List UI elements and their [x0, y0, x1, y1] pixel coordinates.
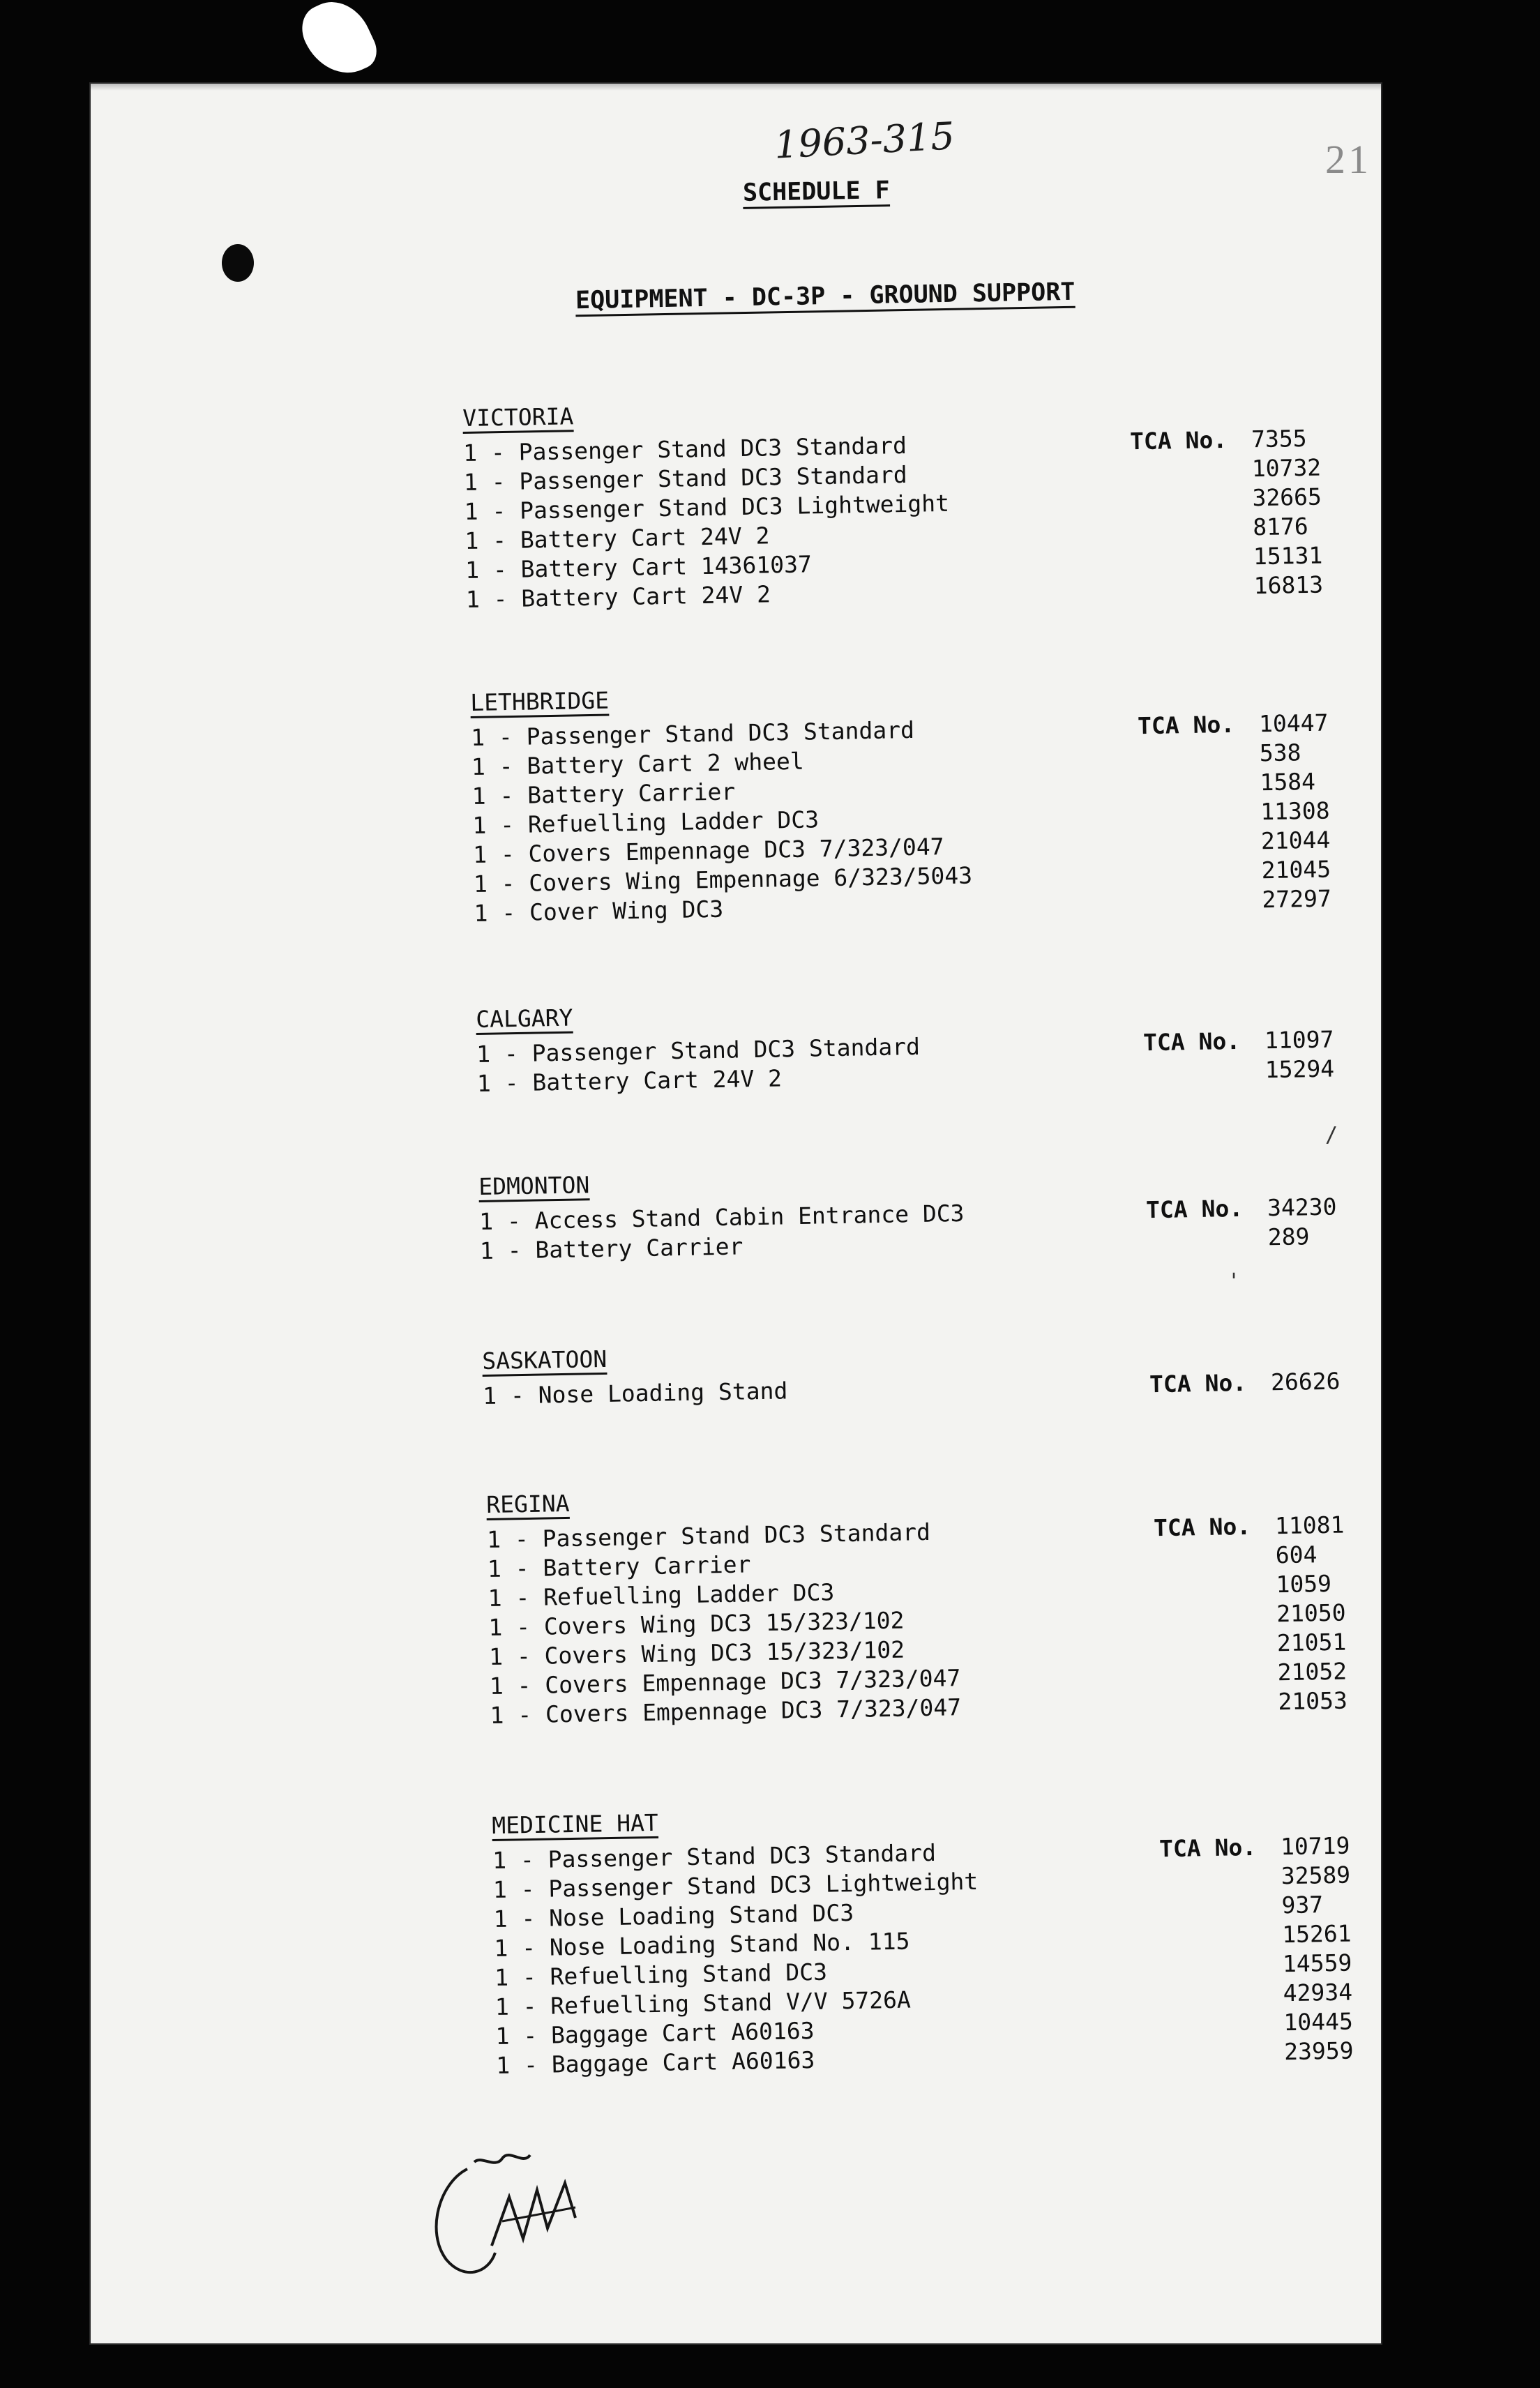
tca-label: TCA No.: [1142, 1027, 1241, 1057]
tca-label: TCA No.: [1153, 1512, 1251, 1542]
tca-number: 21052: [1277, 1657, 1348, 1686]
equipment-description: 1 - Refuelling Stand V/V 5726A: [495, 1986, 912, 2020]
tca-number: 21053: [1278, 1686, 1348, 1716]
tca-number: 42934: [1283, 1978, 1353, 2007]
tca-number: 15131: [1253, 541, 1323, 570]
tca-number: 27297: [1262, 884, 1332, 914]
tca-number: 15294: [1265, 1055, 1335, 1084]
equipment-description: 1 - Battery Carrier: [487, 1550, 751, 1582]
section-regina: [486, 1476, 1369, 1731]
section-calgary: [476, 990, 1356, 1099]
section-edmonton: [478, 1158, 1359, 1267]
film-scratch: [294, 0, 383, 86]
equipment-description: 1 - Passenger Stand DC3 Standard: [492, 1838, 937, 1874]
section-victoria: [462, 389, 1345, 615]
page-number: 21: [1325, 137, 1371, 182]
equipment-description: 1 - Passenger Stand DC3 Standard: [463, 460, 907, 496]
equipment-description: 1 - Covers Wing Empennage 6/323/5043: [473, 861, 973, 898]
equipment-description: 1 - Covers Wing DC3 15/323/102: [488, 1606, 905, 1641]
tca-number: 11097: [1264, 1025, 1334, 1055]
tca-number: 10719: [1280, 1831, 1350, 1861]
tca-number: 26626: [1270, 1367, 1341, 1396]
schedule-title: SCHEDULE F: [742, 176, 891, 207]
tca-number: 10732: [1251, 453, 1322, 483]
equipment-description: 1 - Covers Wing DC3 15/323/102: [488, 1635, 905, 1670]
section-heading-regina: REGINA: [486, 1489, 570, 1518]
section-heading-victoria: VICTORIA: [462, 402, 574, 432]
tca-number: 15261: [1281, 1919, 1352, 1949]
equipment-description: 1 - Covers Empennage DC3 7/323/047: [490, 1693, 962, 1729]
equipment-description: 1 - Baggage Cart A60163: [496, 2046, 815, 2079]
tca-number: 11081: [1274, 1511, 1345, 1540]
tca-number: 21045: [1261, 855, 1331, 884]
section-heading-medicine-hat: MEDICINE HAT: [492, 1808, 659, 1839]
stray-mark: ': [1228, 1269, 1241, 1294]
punch-hole: [222, 244, 254, 282]
equipment-description: 1 - Nose Loading Stand DC3: [493, 1898, 854, 1933]
equipment-description: 1 - Battery Cart 24V 2: [476, 1064, 783, 1097]
equipment-description: 1 - Baggage Cart A60163: [495, 2016, 815, 2050]
tca-number: 32589: [1281, 1861, 1351, 1890]
tca-number: 16813: [1253, 570, 1324, 600]
tca-label: TCA No.: [1145, 1194, 1244, 1224]
tca-number: 11308: [1260, 796, 1330, 826]
tca-number: 14559: [1282, 1949, 1352, 1978]
stray-mark: /: [1325, 1123, 1338, 1147]
handwritten-signature: [425, 2141, 607, 2295]
tca-number: 34230: [1267, 1193, 1337, 1222]
section-medicine-hat: [492, 1797, 1375, 2081]
equipment-description: 1 - Cover Wing DC3: [474, 895, 724, 927]
tca-number: 1059: [1276, 1569, 1332, 1599]
equipment-description: 1 - Passenger Stand DC3 Standard: [462, 431, 907, 467]
equipment-description: 1 - Passenger Stand DC3 Standard: [476, 1032, 921, 1068]
tca-label: TCA No.: [1129, 425, 1228, 455]
equipment-description: 1 - Battery Cart 2 wheel: [471, 747, 805, 780]
section-lethbridge: [470, 674, 1353, 929]
equipment-description: 1 - Refuelling Stand DC3: [494, 1958, 828, 1991]
tca-number: 538: [1259, 739, 1301, 767]
equipment-description: 1 - Battery Carrier: [471, 778, 736, 810]
equipment-description: 1 - Access Stand Cabin Entrance DC3: [478, 1199, 965, 1235]
equipment-description: 1 - Covers Empennage DC3 7/323/047: [472, 833, 944, 868]
tca-number: 8176: [1252, 512, 1309, 541]
tca-number: 10445: [1283, 2007, 1354, 2036]
equipment-description: 1 - Passenger Stand DC3 Lightweight: [464, 489, 950, 525]
section-saskatoon: [482, 1332, 1361, 1412]
equipment-description: 1 - Passenger Stand DC3 Lightweight: [492, 1867, 979, 1903]
tca-number: 32665: [1252, 483, 1322, 512]
section-heading-lethbridge: LETHBRIDGE: [470, 686, 610, 716]
equipment-description: 1 - Refuelling Ladder DC3: [472, 806, 820, 839]
tca-number: 7355: [1251, 424, 1307, 453]
section-heading-calgary: CALGARY: [476, 1004, 573, 1033]
tca-number: 21050: [1276, 1599, 1346, 1628]
equipment-description: 1 - Covers Empennage DC3 7/323/047: [489, 1664, 961, 1700]
page-top-edge: [91, 84, 1381, 91]
tca-label: TCA No.: [1158, 1833, 1257, 1863]
document-page: [91, 84, 1381, 2343]
tca-number: 23959: [1283, 2036, 1354, 2066]
archive-number: 1963-315: [773, 114, 956, 167]
equipment-title: EQUIPMENT - DC-3P - GROUND SUPPORT: [575, 278, 1075, 315]
section-heading-edmonton: EDMONTON: [478, 1171, 590, 1200]
tca-label: TCA No.: [1149, 1368, 1247, 1398]
equipment-description: 1 - Nose Loading Stand No. 115: [494, 1927, 910, 1962]
equipment-description: 1 - Battery Cart 24V 2: [465, 580, 771, 613]
equipment-description: 1 - Battery Carrier: [479, 1232, 743, 1264]
tca-number: 21044: [1260, 826, 1331, 855]
tca-number: 21051: [1276, 1628, 1347, 1657]
equipment-description: 1 - Passenger Stand DC3 Standard: [486, 1518, 931, 1553]
equipment-description: 1 - Refuelling Ladder DC3: [488, 1578, 835, 1612]
tca-number: 10447: [1258, 709, 1329, 738]
section-heading-saskatoon: SASKATOON: [482, 1345, 607, 1375]
equipment-description: 1 - Passenger Stand DC3 Standard: [470, 716, 915, 751]
tca-label: TCA No.: [1137, 710, 1235, 740]
tca-number: 1584: [1260, 767, 1316, 796]
equipment-description: 1 - Nose Loading Stand: [482, 1377, 788, 1410]
tca-number: 289: [1267, 1223, 1310, 1251]
tca-number: 937: [1281, 1891, 1324, 1919]
equipment-description: 1 - Battery Cart 14361037: [465, 550, 813, 584]
equipment-description: 1 - Battery Cart 24V 2: [465, 522, 770, 554]
tca-number: 604: [1275, 1541, 1318, 1569]
